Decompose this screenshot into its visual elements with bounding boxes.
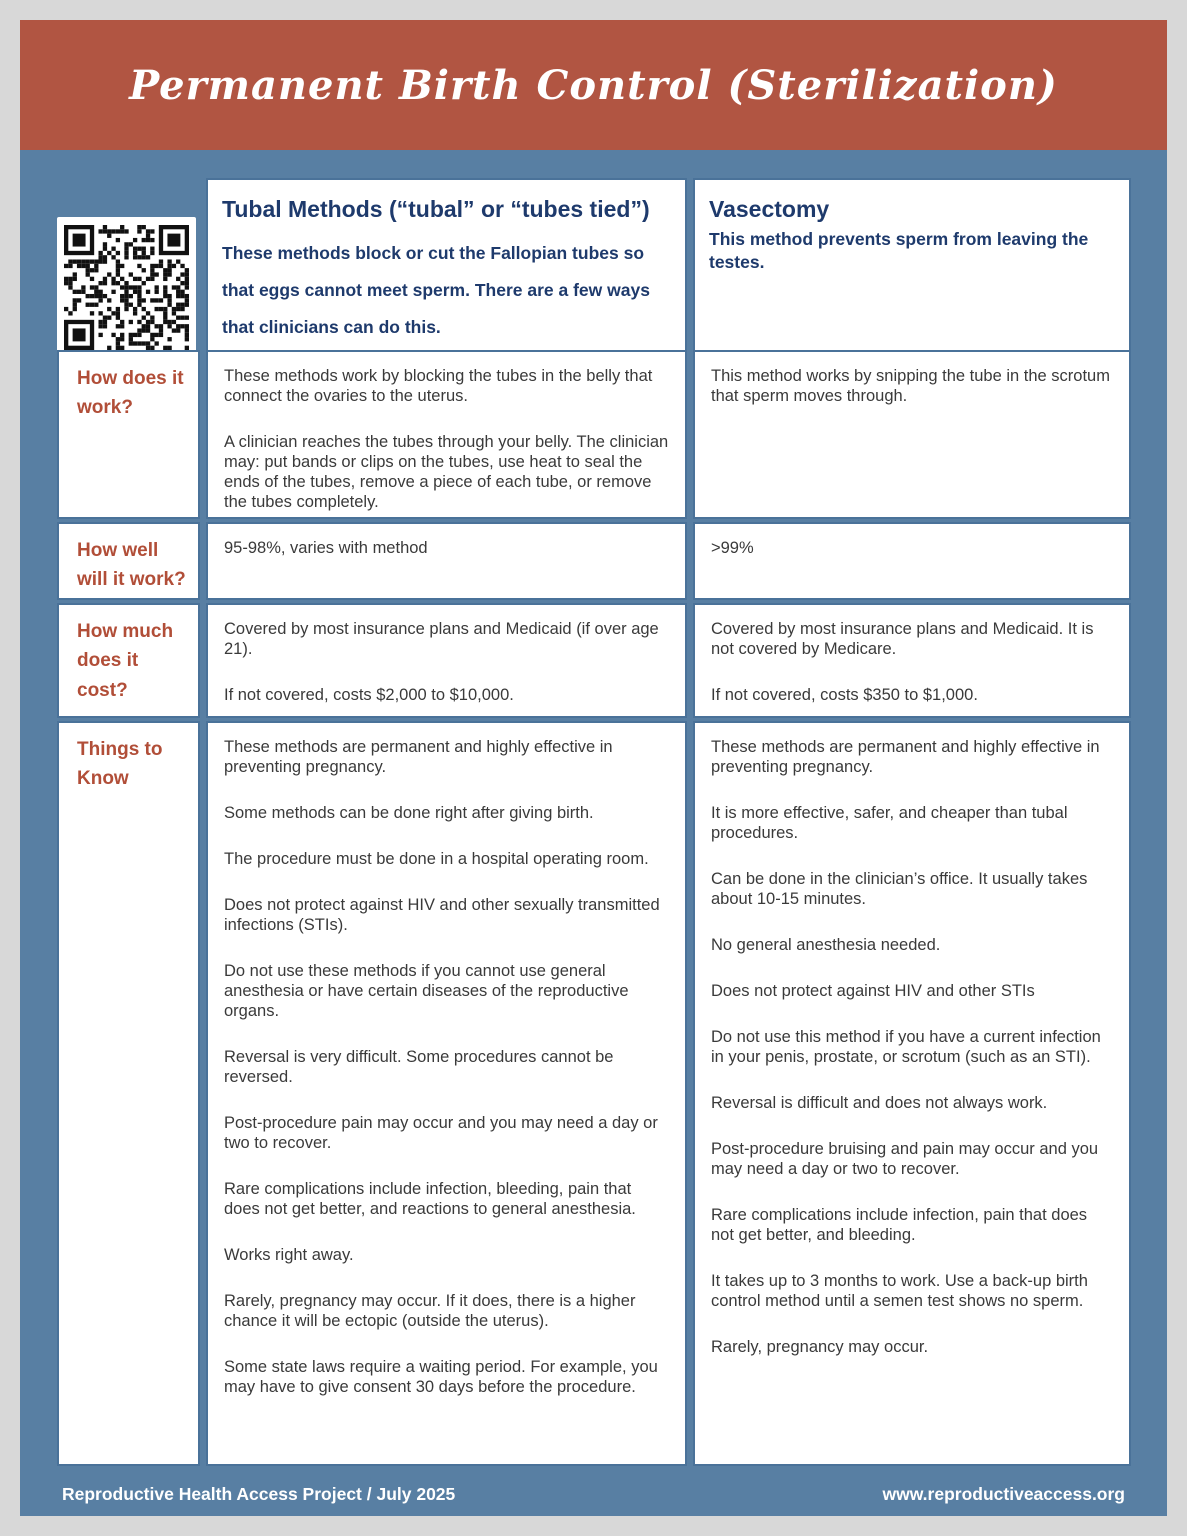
comparison-table — [20, 150, 1167, 1466]
row-label-cell — [57, 522, 200, 600]
tubal-column-header — [206, 178, 687, 358]
vasectomy-how-it-works-cell — [693, 350, 1131, 519]
page-title: Permanent Birth Control (Sterilization) — [129, 61, 1058, 109]
qr-code — [57, 217, 196, 358]
cell-paragraph: Do not use these methods if you cannot use general anesthesia or have certain diseases of the reproductive organs. — [224, 962, 629, 1020]
row-label-cell — [57, 603, 200, 718]
vasectomy-things-to-know-cell — [693, 721, 1131, 1466]
cell-paragraph: Does not protect against HIV and other sexually transmitted infections (STIs). — [224, 896, 660, 934]
row-effectiveness — [57, 522, 1131, 600]
footer-url: www.reproductiveaccess.org — [882, 1483, 1125, 1504]
table-header-row — [57, 178, 1131, 342]
cell-paragraph: Rare complications include infection, pain that does not get better, and bleeding. — [711, 1206, 1088, 1244]
row-label: How well will it work? — [77, 540, 186, 591]
vasectomy-effectiveness-cell — [693, 522, 1131, 600]
cell-paragraph: Does not protect against HIV and other STIs — [711, 982, 1035, 1000]
row-label: How does it work? — [77, 368, 184, 419]
qr-code-image — [64, 224, 189, 351]
cell-paragraph: Some methods can be done right after giving birth. — [224, 804, 594, 822]
cell-paragraph: 95-98%, varies with method — [224, 539, 428, 557]
cell-paragraph: Rare complications include infection, bleeding, pain that does not get better, and reactions to general anesthesia. — [224, 1180, 636, 1218]
vasectomy-column-subtitle: This method prevents sperm from leaving the testes. — [709, 229, 1089, 273]
factsheet-page — [20, 20, 1167, 1516]
cell-paragraph: Reversal is very difficult. Some procedures cannot be reversed. — [224, 1048, 614, 1086]
row-label: Things to Know — [77, 739, 163, 790]
vasectomy-column-header — [693, 178, 1131, 358]
tubal-how-it-works-cell — [206, 350, 687, 519]
cell-paragraph: Post-procedure pain may occur and you may need a day or two to recover. — [224, 1114, 658, 1152]
row-label-cell — [57, 350, 200, 519]
page-footer — [20, 1469, 1167, 1516]
cell-paragraph: These methods are permanent and highly effective in preventing pregnancy. — [711, 738, 1100, 776]
row-things-to-know — [57, 721, 1131, 1466]
vasectomy-cost-cell — [693, 603, 1131, 718]
tubal-things-to-know-cell — [206, 721, 687, 1466]
cell-paragraph: These methods work by blocking the tubes in the belly that connect the ovaries to the uterus. — [224, 367, 653, 405]
cell-paragraph: No general anesthesia needed. — [711, 936, 941, 954]
cell-paragraph: This method works by snipping the tube in the scrotum that sperm moves through. — [711, 367, 1110, 405]
row-label-cell — [57, 721, 200, 1466]
row-how-it-works — [57, 350, 1131, 519]
cell-paragraph: Reversal is difficult and does not always work. — [711, 1094, 1048, 1112]
cell-paragraph: Covered by most insurance plans and Medicaid (if over age 21). — [224, 620, 659, 658]
cell-paragraph: Some state laws require a waiting period. For example, you may have to give consent 30 days before the procedure. — [224, 1358, 658, 1396]
cell-paragraph: The procedure must be done in a hospital operating room. — [224, 850, 649, 868]
cell-paragraph: Works right away. — [224, 1246, 354, 1264]
cell-paragraph: A clinician reaches the tubes through your belly. The clinician may: put bands or clips on the tubes, use heat to seal the ends of the tubes, remove a piece of each tube, or remove the tubes completely. — [224, 433, 669, 511]
row-cost — [57, 603, 1131, 718]
cell-paragraph: These methods are permanent and highly effective in preventing pregnancy. — [224, 738, 613, 776]
cell-paragraph: If not covered, costs $2,000 to $10,000. — [224, 686, 514, 704]
cell-paragraph: Post-procedure bruising and pain may occur and you may need a day or two to recover. — [711, 1140, 1099, 1178]
cell-paragraph: >99% — [711, 539, 754, 557]
tubal-cost-cell — [206, 603, 687, 718]
cell-paragraph: It takes up to 3 months to work. Use a back-up birth control method until a semen test shows no sperm. — [711, 1272, 1088, 1310]
row-label: How much does it cost? — [77, 621, 174, 701]
cell-paragraph: Covered by most insurance plans and Medicaid. It is not covered by Medicare. — [711, 620, 1094, 658]
cell-paragraph: Do not use this method if you have a current infection in your penis, prostate, or scrotum (such as an STI). — [711, 1028, 1101, 1066]
cell-paragraph: Rarely, pregnancy may occur. If it does, there is a higher chance it will be ectopic (outside the uterus). — [224, 1292, 636, 1330]
cell-paragraph: If not covered, costs $350 to $1,000. — [711, 686, 978, 704]
cell-paragraph: It is more effective, safer, and cheaper than tubal procedures. — [711, 804, 1068, 842]
footer-credit: Reproductive Health Access Project / July 2025 — [62, 1483, 456, 1504]
cell-paragraph: Can be done in the clinician’s office. It usually takes about 10-15 minutes. — [711, 870, 1088, 908]
title-banner — [20, 20, 1167, 150]
qr-cell — [57, 178, 200, 358]
cell-paragraph: Rarely, pregnancy may occur. — [711, 1338, 929, 1356]
tubal-effectiveness-cell — [206, 522, 687, 600]
tubal-column-title: Tubal Methods (“tubal” or “tubes tied”) — [222, 196, 650, 222]
vasectomy-column-title: Vasectomy — [709, 196, 830, 222]
tubal-column-subtitle: These methods block or cut the Fallopian tubes so that eggs cannot meet sperm. There are a few ways that clinicians can do this. — [222, 243, 650, 338]
